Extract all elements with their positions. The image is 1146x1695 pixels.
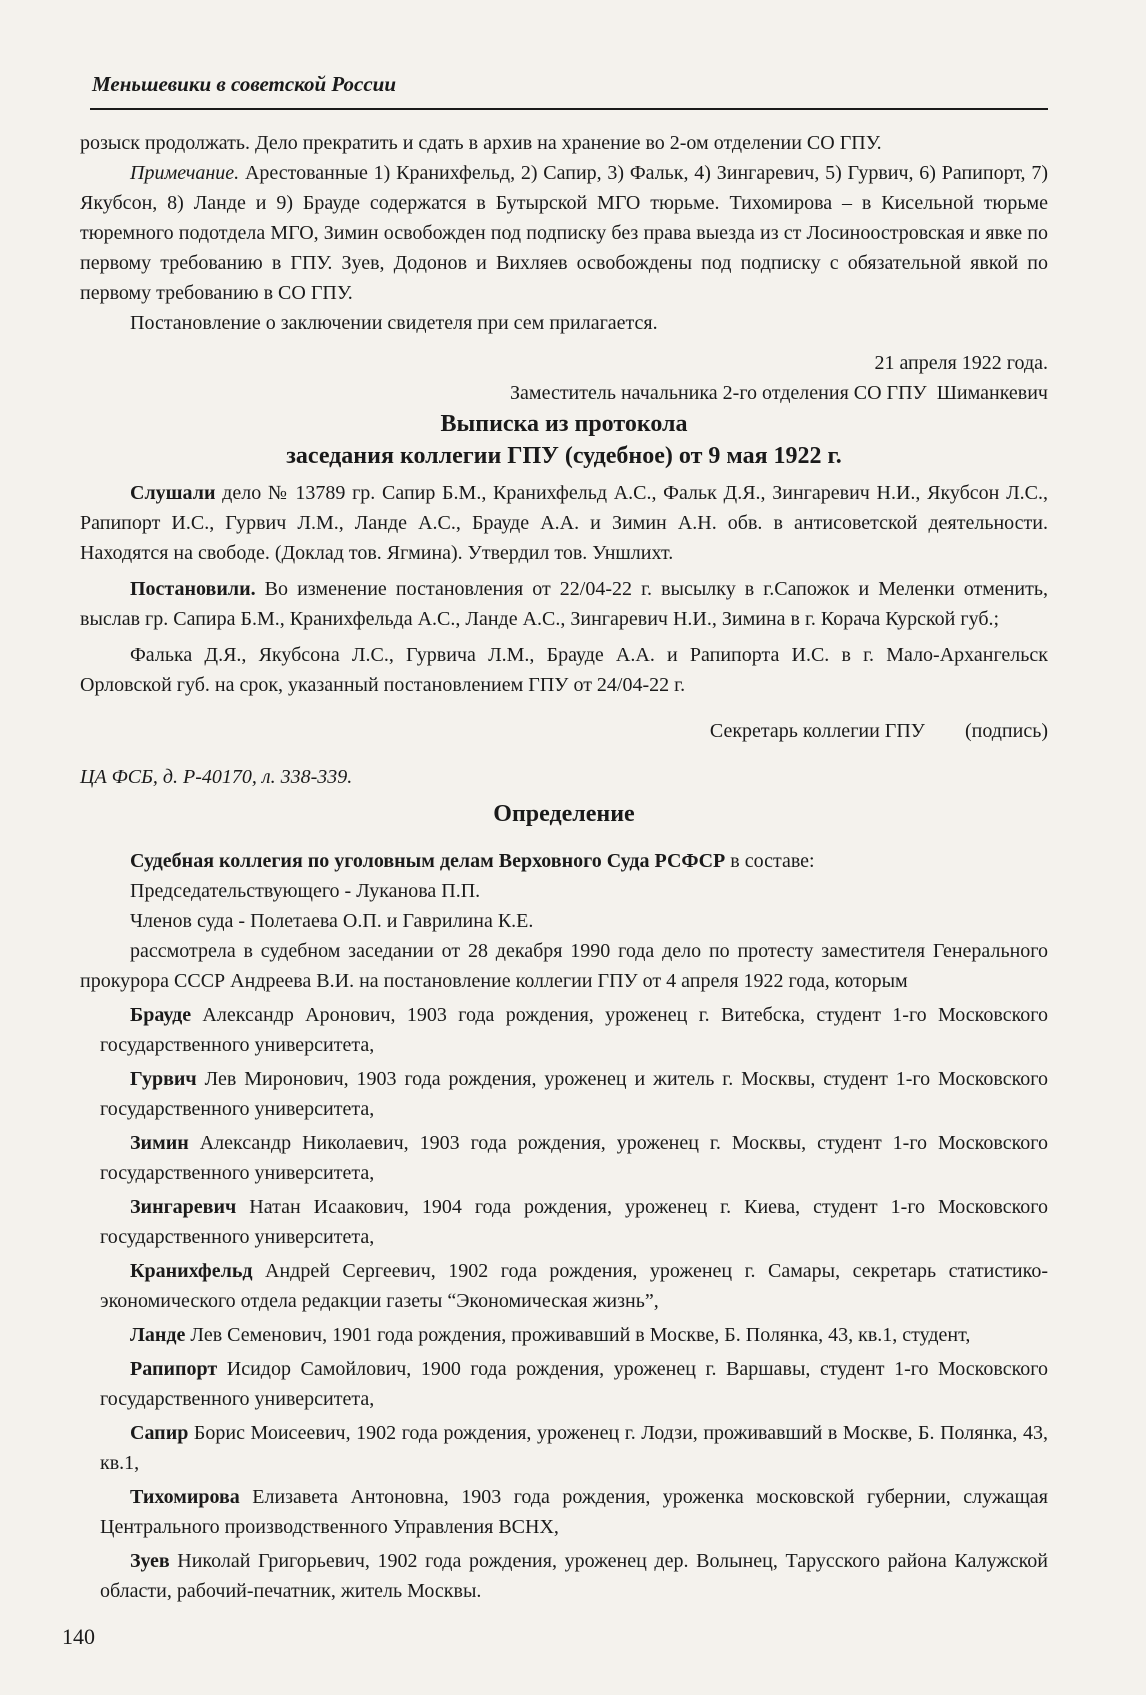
person-surname: Зингаревич	[130, 1196, 237, 1218]
list-item	[80, 1192, 1048, 1252]
list-item	[80, 1000, 1048, 1060]
court-name: Судебная коллегия по уголовным делам Верховного Суда РСФСР	[130, 850, 726, 872]
resolved-label: Постановили.	[130, 578, 256, 600]
person-details: Андрей Сергеевич, 1902 года рождения, уроженец г. Самары, секретарь статистико-экономического отдела редакции газеты “Экономическая жизнь”,	[100, 1260, 1048, 1312]
note-label: Примечание.	[130, 162, 240, 184]
secretary-label: Секретарь коллегии ГПУ	[709, 720, 925, 742]
person-surname: Гурвич	[130, 1068, 197, 1090]
person-surname: Зуев	[130, 1550, 170, 1572]
heard-text: дело № 13789 гр. Сапир Б.М., Кранихфельд А.С., Фальк Д.Я., Зингаревич Н.И., Якубсон Л.С., Рапипорт И.С., Гурвич Л.М., Ланде А.С., Брауде А.А. и Зимин А.Н. обв. в антисоветской деятельности. Находятся на свободе. (Доклад тов. Ягмина). Утвердил тов. Уншлихт.	[80, 482, 1048, 564]
note-text: Арестованные 1) Кранихфельд, 2) Сапир, 3) Фальк, 4) Зингаревич, 5) Гурвич, 6) Рапипорт, 7) Якубсон, 8) Ланде и 9) Брауде содержатся в Бутырской МГО тюрьме. Тихомирова – в Кисельной тюрьме тюремного подотдела МГО, Зимин освобожден под подписку без права выезда из ст Лосиноостровская и явке по первому требованию в ГПУ. Зуев, Додонов и Вихляев освобождены под подписку с обязательной явкой по первому требованию в СО ГПУ.	[80, 162, 1048, 304]
page-number: 140	[62, 1624, 95, 1649]
resolved-paragraph	[80, 574, 1048, 634]
resolved-paragraph-2: Фалька Д.Я., Якубсона Л.С., Гурвича Л.М., Брауде А.А. и Рапипорта И.С. в г. Мало-Архангельск Орловской губ. на срок, указанный постановлением ГПУ от 24/04-22 г.	[80, 644, 1048, 696]
protocol-title-line1: Выписка из протокола	[440, 411, 688, 437]
list-item	[80, 1546, 1048, 1606]
list-item	[80, 1128, 1048, 1188]
signature-line: Заместитель начальника 2-го отделения СО ГПУ Шиманкевич	[510, 382, 1048, 404]
archive-reference: ЦА ФСБ, д. Р-40170, л. 338-339.	[80, 766, 353, 788]
list-item	[80, 1418, 1048, 1478]
person-details: Натан Исаакович, 1904 года рождения, уроженец г. Киева, студент 1-го Московского государственного университета,	[100, 1196, 1048, 1248]
document-date: 21 апреля 1922 года.	[874, 352, 1048, 374]
heard-label: Слушали	[130, 482, 216, 504]
person-surname: Сапир	[130, 1422, 189, 1444]
list-item	[80, 1256, 1048, 1316]
running-title: Меньшевики в советской России	[92, 72, 396, 96]
court-text: в составе:	[725, 850, 815, 872]
heard-paragraph	[80, 478, 1048, 568]
person-surname: Тихомирова	[130, 1486, 240, 1508]
list-item	[80, 1064, 1048, 1124]
secretary-signature-row	[80, 716, 1048, 746]
protocol-title-line2: заседания коллегии ГПУ (судебное) от 9 мая 1922 г.	[286, 443, 842, 469]
person-details: Николай Григорьевич, 1902 года рождения, уроженец дер. Волынец, Тарусского района Калужской области, рабочий-печатник, житель Москвы.	[100, 1550, 1048, 1602]
list-item	[80, 1320, 1048, 1350]
list-item	[80, 1354, 1048, 1414]
person-details: Александр Аронович, 1903 года рождения, уроженец г. Витебска, студент 1-го Московского государственного университета,	[100, 1004, 1048, 1056]
person-details: Лев Миронович, 1903 года рождения, уроженец и житель г. Москвы, студент 1-го Московского государственного университета,	[100, 1068, 1048, 1120]
person-details: Александр Николаевич, 1903 года рождения, уроженец г. Москвы, студент 1-го Московского государственного университета,	[100, 1132, 1048, 1184]
note-paragraph	[80, 158, 1048, 308]
person-details: Лев Семенович, 1901 года рождения, проживавший в Москве, Б. Полянка, 43, кв.1, студент,	[185, 1324, 971, 1346]
list-item	[80, 1482, 1048, 1542]
person-surname: Рапипорт	[130, 1358, 218, 1380]
ruling-title: Определение	[493, 801, 635, 827]
considered-paragraph: рассмотрела в судебном заседании от 28 декабря 1990 года дело по протесту заместителя Генерального прокурора СССР Андреева В.И. на постановление коллегии ГПУ от 4 апреля 1922 года, которым	[80, 940, 1048, 992]
person-surname: Зимин	[130, 1132, 189, 1154]
person-details: Исидор Самойлович, 1900 года рождения, уроженец г. Варшавы, студент 1-го Московского государственного университета,	[100, 1358, 1048, 1410]
person-surname: Ланде	[130, 1324, 186, 1346]
attachment-paragraph: Постановление о заключении свидетеля при сем прилагается.	[130, 312, 658, 334]
person-surname: Кранихфельд	[130, 1260, 253, 1282]
person-details: Елизавета Антоновна, 1903 года рождения, уроженка московской губернии, служащая Центрального производственного Управления ВСНХ,	[100, 1486, 1048, 1538]
person-details: Борис Моисеевич, 1902 года рождения, уроженец г. Лодзи, проживавший в Москве, Б. Полянка, 43, кв.1,	[100, 1422, 1048, 1474]
signed-mark: (подпись)	[964, 720, 1048, 742]
resolved-text: Во изменение постановления от 22/04-22 г. высылку в г.Сапожок и Меленки отменить, выслав гр. Сапира Б.М., Кранихфельда А.С., Ланде А.С., Зингаревич Н.И., Зимина в г. Корача Курской губ.;	[80, 578, 1048, 630]
person-surname: Брауде	[130, 1004, 192, 1026]
court-members: Членов суда - Полетаева О.П. и Гаврилина К.Е.	[130, 910, 534, 932]
page-body	[80, 128, 1048, 1606]
persons-list	[80, 1000, 1048, 1606]
court-chair: Председательствующего - Луканова П.П.	[130, 880, 481, 902]
paragraph-continuation: розыск продолжать. Дело прекратить и сдать в архив на хранение во 2-ом отделении СО ГПУ.	[80, 132, 882, 154]
header-rule	[90, 108, 1048, 110]
court-composition	[80, 846, 1048, 876]
